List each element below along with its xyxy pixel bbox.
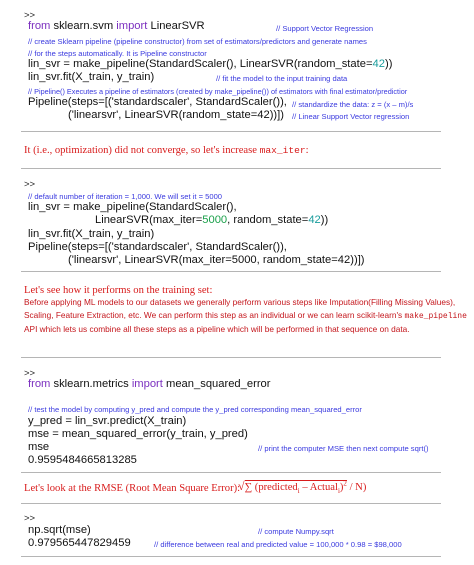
code-prompt: >>	[24, 513, 36, 524]
keyword-from: from	[28, 20, 51, 32]
code-line	[28, 58, 392, 70]
code-text: ))	[384, 58, 393, 70]
imported-name: LinearSVR	[147, 20, 205, 32]
divider	[21, 556, 441, 557]
divider	[21, 271, 441, 272]
code-line: lin_svr.fit(X_train, y_train)	[28, 71, 155, 83]
code-number: 42	[308, 214, 321, 226]
code-text: lin_svr = make_pipeline(StandardScaler(), LinearSVR(random_state=	[28, 58, 373, 70]
module-name: sklearn.metrics	[50, 378, 132, 390]
module-name: sklearn.svm	[50, 20, 117, 32]
code-number: 5000	[202, 214, 228, 226]
code-comment: // standardize the data: z = (x – m)/s	[292, 100, 414, 109]
code-line: lin_svr.fit(X_train, y_train)	[28, 228, 155, 240]
code-comment: // Linear Support Vector regression	[292, 112, 410, 121]
formula-part: )	[339, 482, 344, 493]
code-comment: // fit the model to the input training data	[216, 74, 348, 83]
explanation-punct: :	[305, 145, 309, 156]
code-line: Pipeline(steps=[('standardscaler', StandardScaler()),	[28, 96, 287, 108]
code-comment: // for the steps automatically. It is Pipeline constructor	[28, 49, 207, 58]
paragraph-text: Before applying ML models to our datasets we generally perform various steps like Imputation(Filling Missing Values), Scaling, Feature Extraction, etc. We can perform this step as an individual or we can learn scikit-learn's	[24, 297, 456, 321]
explanation-paragraph	[24, 296, 469, 337]
code-text: LinearSVR(max_iter=	[95, 214, 203, 226]
code-number: 42	[372, 58, 385, 70]
keyword-from: from	[28, 378, 51, 390]
keyword-import: import	[116, 20, 148, 32]
code-comment: // difference between real and predicted value = 100,000 * 0.98 = $98,000	[154, 540, 402, 549]
code-output: 0.979565447829459	[28, 537, 131, 549]
code-prompt: >>	[24, 10, 36, 21]
code-line: Pipeline(steps=[('standardscaler', StandardScaler()),	[28, 241, 287, 253]
formula-superscript: 2	[343, 479, 347, 488]
formula-subscript: i	[297, 487, 300, 496]
code-comment: // create Sklearn pipeline (pipeline constructor) from set of estimators/predictors and generate names	[28, 37, 367, 46]
code-line: np.sqrt(mse)	[28, 524, 91, 536]
divider	[21, 503, 441, 504]
code-output: 0.9595484665813285	[28, 454, 137, 466]
imported-name: mean_squared_error	[162, 378, 271, 390]
sqrt-symbol: √	[238, 479, 245, 493]
code-prompt: >>	[24, 179, 36, 190]
code-text: , random_state=	[227, 214, 309, 226]
code-comment: // print the computer MSE then next compute sqrt()	[258, 444, 429, 453]
rmse-heading: Let's look at the RMSE (Root Mean Square Error):	[24, 483, 241, 494]
code-line: mse = mean_squared_error(y_train, y_pred)	[28, 428, 248, 440]
import-line	[28, 20, 205, 32]
explanation-sentence: It (i.e., optimization) did not converge, so let's increase	[24, 145, 260, 156]
formula-subscript: i	[337, 487, 340, 496]
code-prompt: >>	[24, 368, 36, 379]
divider	[21, 357, 441, 358]
inline-code: max_iter	[259, 145, 306, 156]
explanation-text	[24, 145, 309, 156]
code-line: ('linearsvr', LinearSVR(random_state=42))])	[68, 109, 284, 121]
formula-part: ∑ (predicted	[244, 482, 298, 493]
section-heading: Let's see how it performs on the training set:	[24, 285, 213, 296]
code-line: lin_svr = make_pipeline(StandardScaler(),	[28, 201, 237, 213]
keyword-import: import	[131, 378, 163, 390]
code-comment: // Pipeline() Executes a pipeline of estimators (created by make_pipeline()) of estimators with final estimator/predictior	[28, 87, 408, 96]
code-text: ))	[320, 214, 329, 226]
code-comment: // Support Vector Regression	[276, 24, 374, 33]
inline-code: make_pipeline	[404, 312, 467, 322]
rmse-formula	[238, 479, 366, 495]
formula-body	[244, 479, 347, 496]
divider	[21, 131, 441, 132]
code-line: ('linearsvr', LinearSVR(max_iter=5000, random_state=42))])	[68, 254, 365, 266]
formula-part: – Actual	[299, 482, 338, 493]
code-line: mse	[28, 441, 50, 453]
code-line	[95, 214, 328, 226]
paragraph-text: API which lets us combine all these steps as a pipeline which will be performed in that sequence on data.	[24, 324, 410, 335]
divider	[21, 472, 441, 473]
divider	[21, 168, 441, 169]
code-comment: // compute Numpy.sqrt	[258, 527, 334, 536]
code-comment: // test the model by computing y_pred and compute the y_pred corresponding mean_squared_error	[28, 405, 362, 414]
code-line: y_pred = lin_svr.predict(X_train)	[28, 415, 187, 427]
formula-part: / N)	[346, 482, 367, 493]
import-line	[28, 378, 271, 390]
code-comment: // default number of iteration = 1,000. We will set it = 5000	[28, 192, 223, 201]
